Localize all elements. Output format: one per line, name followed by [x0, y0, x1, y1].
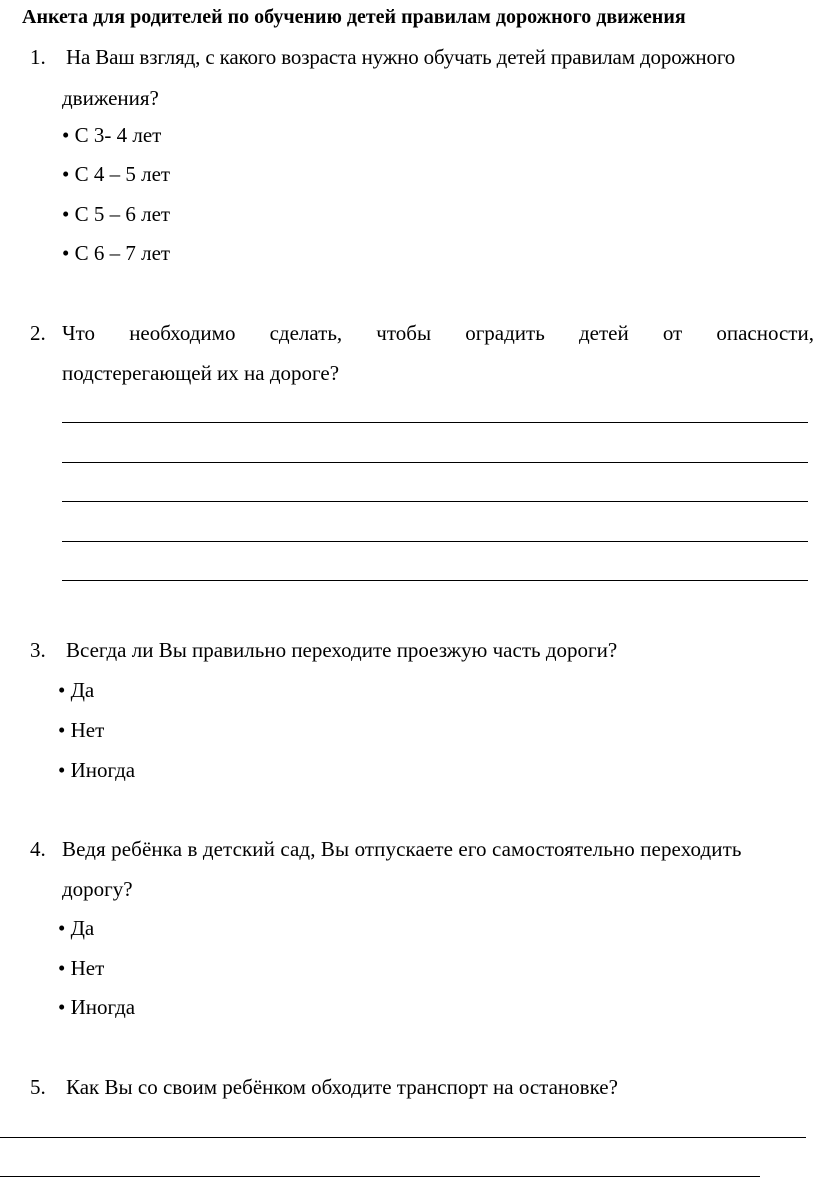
question-1-option-3: • С 5 – 6 лет [62, 202, 171, 226]
question-2-word: сделать, [269, 321, 343, 345]
question-2-word: от [662, 321, 683, 345]
question-2-word: Что [62, 321, 96, 345]
question-3-option-1: • Да [58, 678, 95, 702]
question-1-text-line-1: На Ваш взгляд, с какого возраста нужно обучать детей правилам дорожного [66, 45, 736, 69]
question-4-text-line-2: дорогу? [62, 877, 133, 901]
question-3-option-3: • Иногда [58, 758, 136, 782]
question-4-option-3: • Иногда [58, 995, 136, 1019]
answer-line[interactable] [62, 580, 808, 581]
question-4-text-line-1: Ведя ребёнка в детский сад, Вы отпускаете его самостоятельно переходить [62, 837, 742, 861]
question-3-text: Всегда ли Вы правильно переходите проезжую часть дороги? [66, 638, 618, 662]
question-2-word: детей [578, 321, 629, 345]
answer-line[interactable] [0, 1137, 806, 1138]
question-5-text: Как Вы со своим ребёнком обходите транспорт на остановке? [66, 1075, 618, 1099]
question-3-number: 3. [30, 638, 46, 662]
answer-line[interactable] [62, 501, 808, 502]
answer-line[interactable] [62, 541, 808, 542]
question-3-option-2: • Нет [58, 718, 105, 742]
question-4-number: 4. [30, 837, 46, 861]
question-2-word: чтобы [376, 321, 432, 345]
question-4-option-1: • Да [58, 916, 95, 940]
question-4-option-2: • Нет [58, 956, 105, 980]
question-1-option-4: • С 6 – 7 лет [62, 241, 171, 265]
question-2-text-line-2: подстерегающей их на дороге? [62, 361, 340, 385]
answer-line[interactable] [62, 462, 808, 463]
answer-line[interactable] [0, 1176, 760, 1177]
question-5-number: 5. [30, 1075, 46, 1099]
question-2-word: необходимо [129, 321, 236, 345]
question-1-option-2: • С 4 – 5 лет [62, 162, 171, 186]
question-1-option-1: • С 3- 4 лет [62, 123, 162, 147]
question-1-text-line-2: движения? [62, 86, 159, 110]
question-1-number: 1. [30, 45, 46, 69]
question-2-word: оградить [465, 321, 545, 345]
question-2-number: 2. [30, 321, 46, 345]
answer-line[interactable] [62, 422, 808, 423]
question-2-text-line-1 [62, 323, 814, 344]
question-2-word: опасности, [716, 321, 814, 345]
page-title: Анкета для родителей по обучению детей правилам дорожного движения [22, 6, 686, 28]
